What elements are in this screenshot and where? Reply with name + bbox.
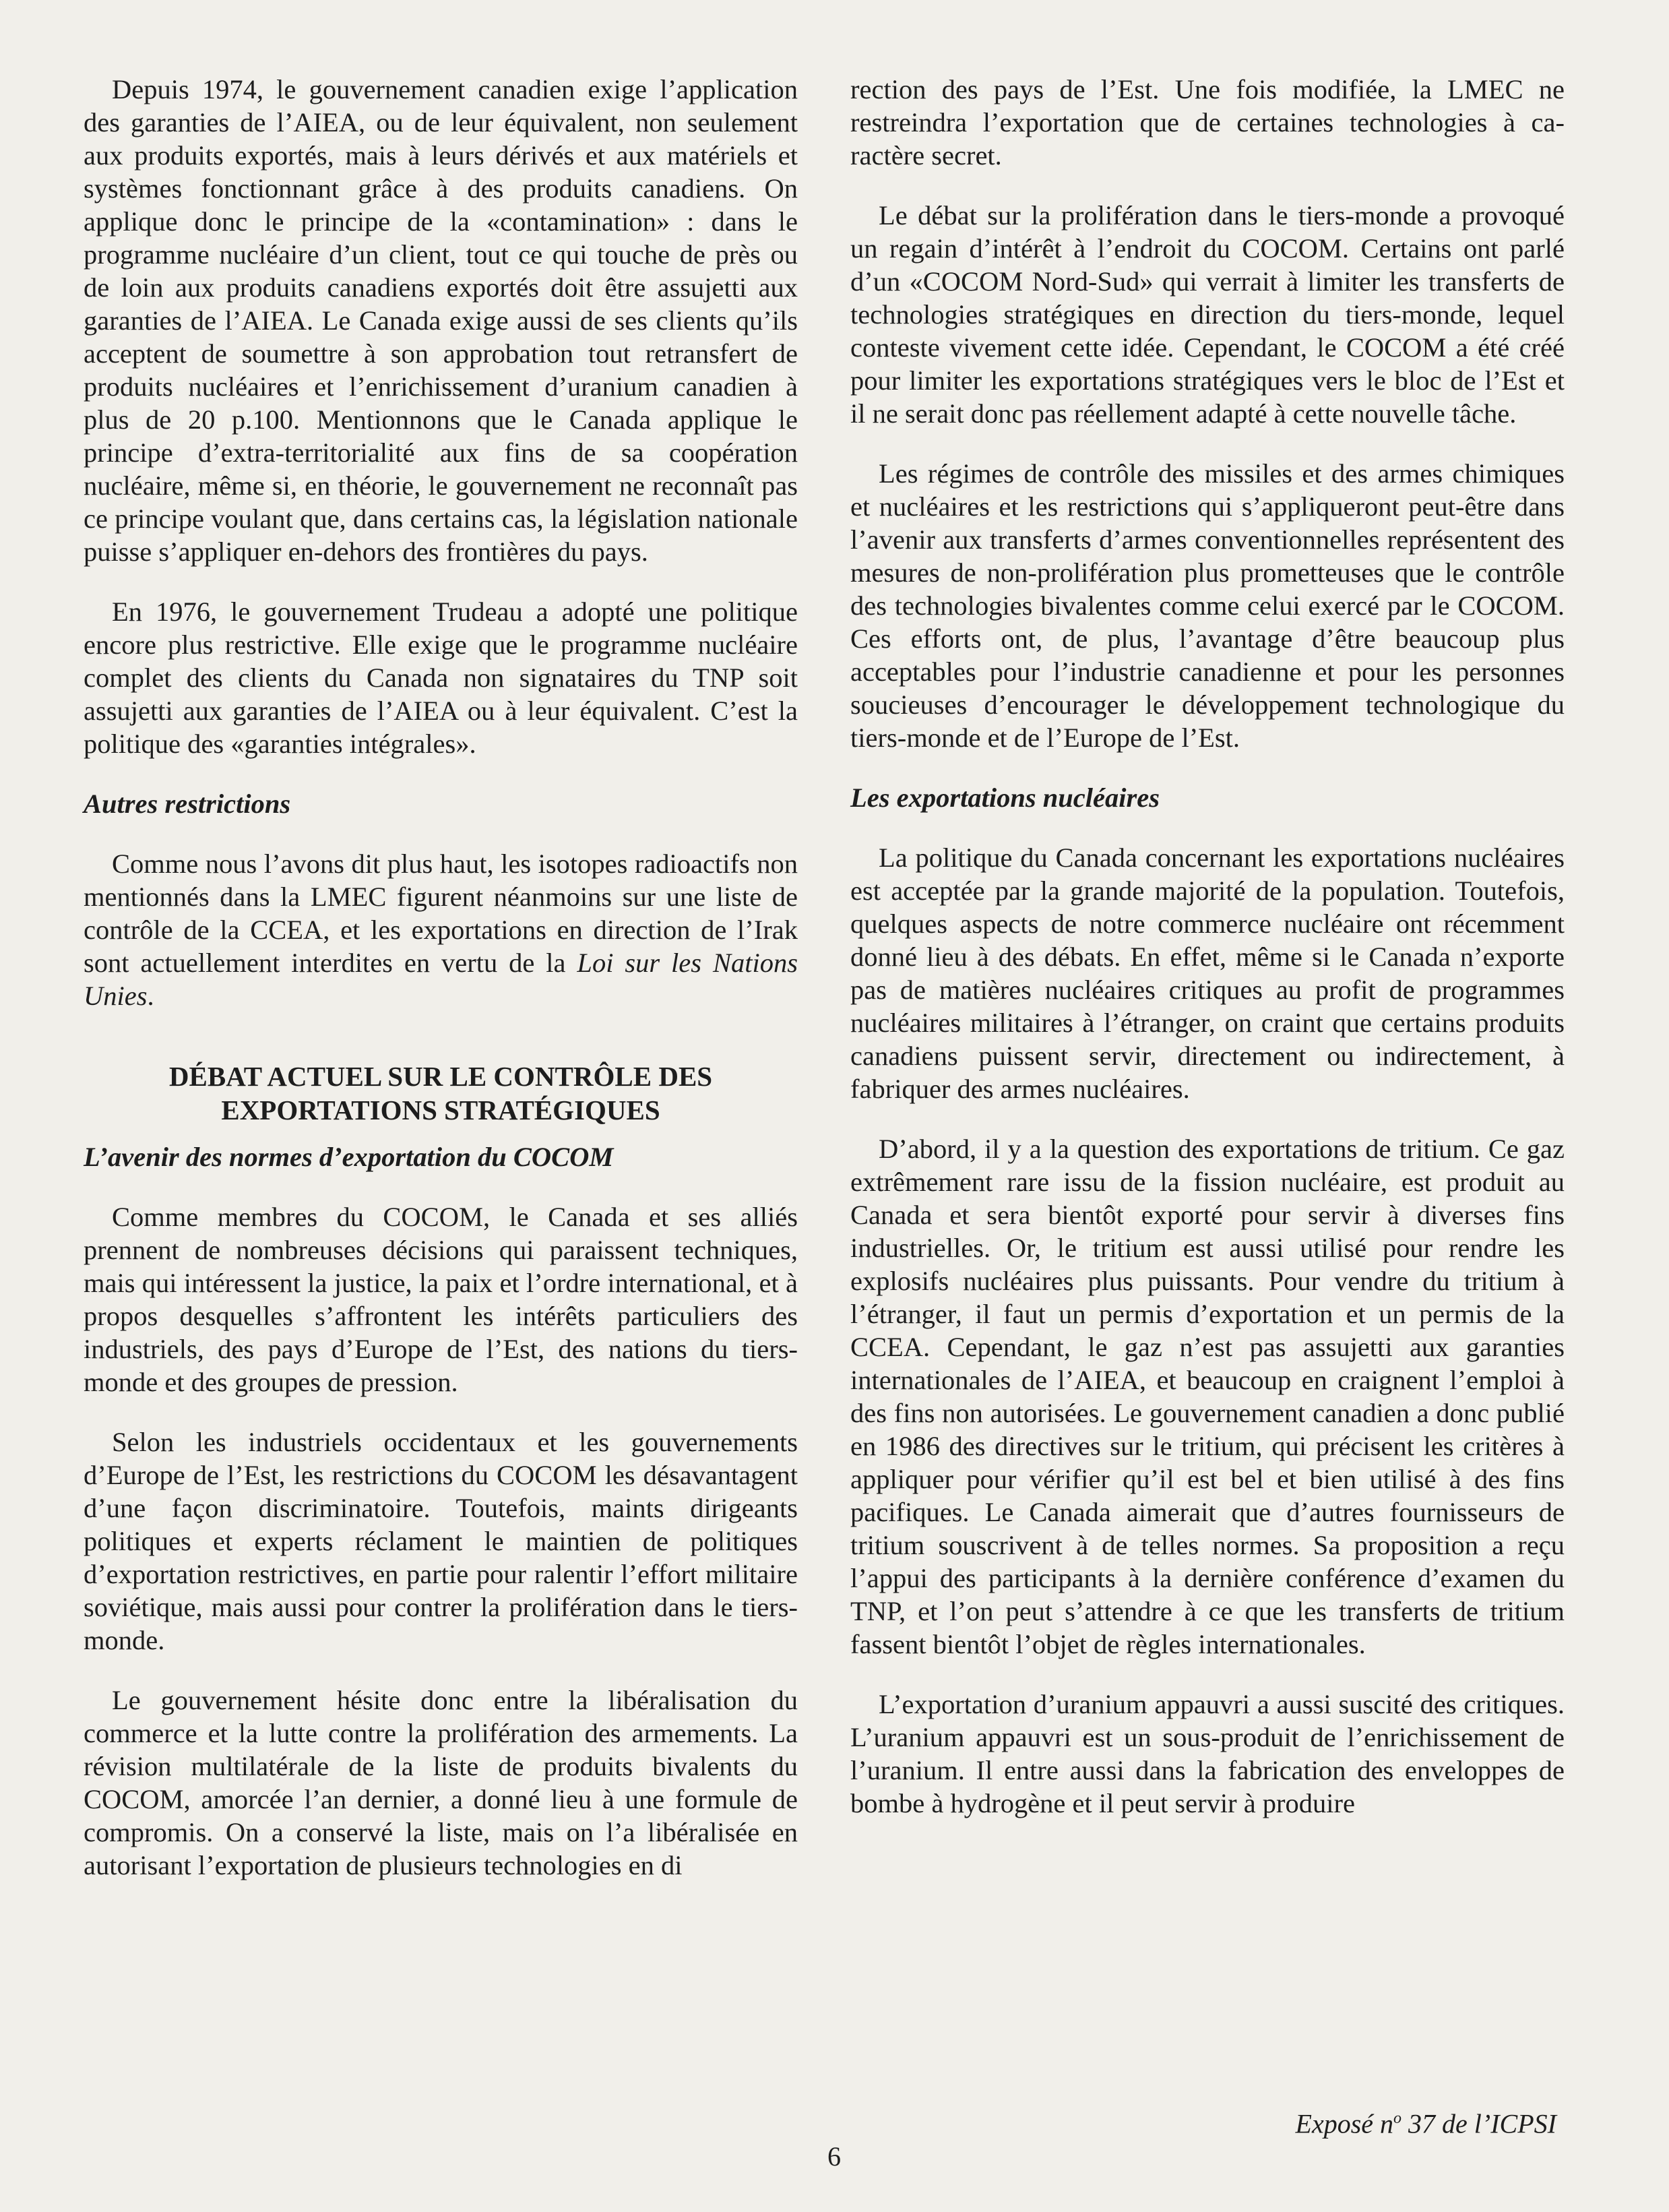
paragraph-text: Comme nous l’avons dit plus haut, les isotopes radioactifs non mentionnés dans la LMEC figurent néanmoins sur une liste de contrôle de la CCEA, et les exportations en direction de l’Irak sont actuellement interdites en vertu de la: [84, 849, 798, 978]
subheading-exportations-nucleaires: Les exportations nucléaires: [850, 782, 1160, 813]
paragraph-continued: rection des pays de l’Est. Une fois modifiée, la LMEC ne restreindra l’exportation que de certaines technologies à caractère secret.: [850, 74, 1565, 171]
left-column: [84, 73, 798, 1909]
section-heading-line: EXPORTATIONS STRATÉGIQUES: [221, 1095, 660, 1126]
paragraph: Les régimes de contrôle des missiles et des armes chimiques et nucléaires et les restrictions qui s’appliqueront peut-être dans l’avenir aux transferts d’armes conventionnelles représentent des mesures de non-prolifération plus prometteuses que le contrôle des technologies bivalentes comme celui exercé par le COCOM. Ces efforts ont, de plus, l’avantage d’être beaucoup plus acceptables pour l’industrie canadienne et pour les personnes soucieuses d’encourager le développement technologique du tiers-monde et de l’Europe de l’Est.: [850, 458, 1565, 753]
law-title: Loi sur les Nations Unies: [84, 948, 798, 1011]
paragraph: Depuis 1974, le gouvernement canadien exige l’application des garanties de l’AIEA, ou de leur équivalent, non seulement aux produits exportés, mais à leurs dérivés et aux matériels et systèmes fonctionnant grâce à des produits canadiens. On applique donc le principe de la «contamination» : dans le programme nucléaire d’un client, tout ce qui touche de près ou de loin aux produits canadiens exportés doit être assujetti aux garanties de l’AIEA. Le Canada exige aussi de ses clients qu’ils acceptent de soumettre à son approbation tout retransfert de produits nucléaires et l’enrichissement d’uranium canadien à plus de 20 p.100. Mentionnons que le Canada applique le principe d’extra-territorialité aux fins de sa coopération nucléaire, même si, en théorie, le gouvernement ne reconnaît pas ce principe voulant que, dans certains cas, la législation nationale puisse s’appliquer en-dehors des frontières du pays.: [84, 74, 798, 567]
ref-prefix: Exposé n: [1295, 2108, 1394, 2139]
ref-sup: o: [1393, 2110, 1402, 2127]
paragraph: Selon les industriels occidentaux et les gouvernements d’Europe de l’Est, les restrictions du COCOM les désavantagent d’une façon discriminatoire. Toutefois, maints dirigeants politiques et experts réclament le maintien de politiques d’exportation restrictives, en partie pour ralentir l’effort militaire soviétique, mais aussi pour contrer la prolifération dans le tiers-monde.: [84, 1427, 798, 1655]
paragraph-end: .: [147, 981, 154, 1011]
paragraph: En 1976, le gouvernement Trudeau a adopté une politique encore plus restrictive. Elle exige que le programme nucléaire complet des clients du Canada non signataires du TNP soit assujetti aux garanties de l’AIEA ou à leur équivalent. C’est la politique des «garanties intégrales».: [84, 596, 798, 759]
section-heading-line: DÉBAT ACTUEL SUR LE CONTRÔLE DES: [168, 1061, 713, 1092]
publication-reference: [1296, 2102, 1556, 2140]
paragraph: Comme membres du COCOM, le Canada et ses alliés prennent de nombreuses décisions qui paraissent techniques, mais qui intéressent la justice, la paix et l’ordre international, et à propos desquelles s’affrontent les intérêts particuliers des industriels, des pays d’Europe de l’Est, des nations du tiers-monde et des groupes de pression.: [84, 1202, 798, 1397]
right-column: [850, 73, 1565, 1847]
paragraph: La politique du Canada concernant les exportations nucléaires est acceptée par la grande majorité de la population. Toutefois, quelques aspects de notre commerce nucléaire ont récemment donné lieu à des débats. En effet, même si le Canada n’exporte pas de matières nucléaires critiques au profit de programmes nucléaires militaires à l’étranger, on craint que certains produits canadiens puissent servir, directement ou indirectement, à fabriquer des armes nucléaires.: [850, 842, 1565, 1104]
paragraph: Le débat sur la prolifération dans le tiers-monde a provoqué un regain d’intérêt à l’endroit du COCOM. Certains ont parlé d’un «COCOM Nord-Sud» qui verrait à limiter les transferts de technologies stratégiques en direction du tiers-monde, lequel conteste vivement cette idée. Cependant, le COCOM a été créé pour limiter les exportations stratégiques vers le bloc de l’Est et il ne serait donc pas réellement adapté à cette nouvelle tâche.: [850, 200, 1565, 429]
subheading-cocom: L’avenir des normes d’exportation du COCOM: [84, 1142, 614, 1172]
section-heading: [84, 1059, 798, 1127]
subheading-autres-restrictions: Autres restrictions: [84, 789, 291, 819]
paragraph: Le gouvernement hésite donc entre la libéralisation du commerce et la lutte contre la prolifération des armements. La révision multilatérale de la liste de produits bivalents du COCOM, amorcée l’an dernier, a donné lieu à une formule de compromis. On a conservé la liste, mais on l’a libéralisée en autorisant l’exportation de plusieurs technologies en di: [84, 1685, 798, 1880]
paragraph: L’exportation d’uranium appauvri a aussi suscité des critiques. L’uranium appauvri est un sous-produit de l’enrichissement de l’uranium. Il entre aussi dans la fabrication des enveloppes de bombe à hydrogène et il peut servir à produire: [850, 1689, 1565, 1818]
page-number: 6: [827, 2141, 841, 2172]
paragraph: D’abord, il y a la question des exportations de tritium. Ce gaz extrêmement rare issu de la fission nucléaire, est produit au Canada et sera bientôt exporté pour servir à diverses fins industrielles. Or, le tritium est aussi utilisé pour rendre les explosifs nucléaires plus puissants. Pour vendre du tritium à l’étranger, il faut un permis d’exportation et un permis de la CCEA. Cependant, le gaz n’est pas assujetti aux garanties internationales de l’AIEA, et beaucoup en craignent l’emploi à des fins non autorisées. Le gouvernement canadien a donc publié en 1986 des directives sur le tritium, qui précisent les critères à appliquer pour vérifier qu’il est bel et bien utilisé à des fins pacifiques. Le Canada aimerait que d’autres fournisseurs de tritium souscrivent à de telles normes. Sa proposition a reçu l’appui des participants à la dernière conférence d’examen du TNP, et l’on peut s’attendre à ce que les transferts de tritium fassent bientôt l’objet de règles internationales.: [850, 1134, 1565, 1659]
paragraph: [84, 847, 798, 1012]
ref-suffix: 37 de l’ICPSI: [1402, 2108, 1556, 2139]
